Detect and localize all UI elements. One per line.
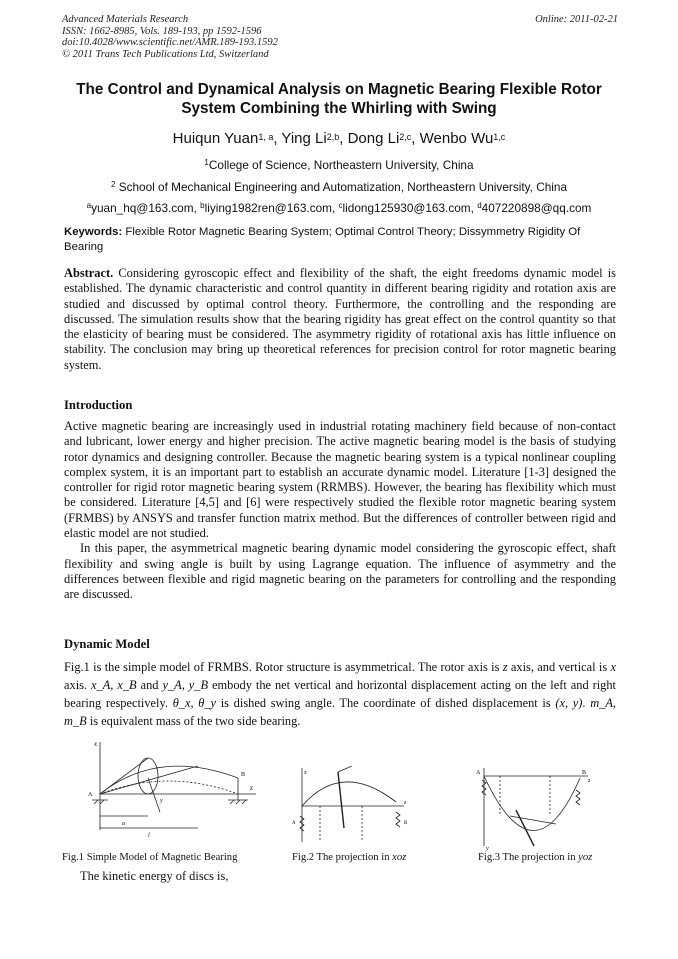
dynamic-model-heading: Dynamic Model — [64, 637, 150, 651]
disc-line — [516, 810, 534, 846]
keywords-label: Keywords: — [64, 226, 123, 238]
email-sup: d — [477, 201, 482, 210]
figure-1-caption: Fig.1 Simple Model of Magnetic Bearing — [62, 852, 238, 863]
label-A: A — [292, 821, 296, 826]
dm-text: and — [136, 678, 163, 692]
intro-paragraph-2: In this paper, the asymmetrical magnetic bearing dynamic model considering the gyroscopic effect, shaft flexibility and swing angle is built by using Lagrange equation. The influence of asymmetry and the differences between flexible and rigid magnetic bearing on the parameters for controlling and the responding are discussed. — [64, 541, 616, 602]
aff-text: School of Mechanical Engineering and Automatization, Northeastern University, China — [118, 180, 568, 194]
dm-text: is equivalent mass of the two side bearing. — [86, 714, 301, 728]
email-sup: c — [338, 201, 343, 210]
dm-text: is dished swing angle. The coordinate of dished displacement is — [216, 696, 556, 710]
dm-var: (x, y) — [555, 696, 583, 710]
kinetic-energy-text: The kinetic energy of discs is, — [80, 869, 229, 883]
author-sup: 2,b — [326, 132, 340, 142]
ground-hatch — [228, 800, 248, 804]
dm-var: m_A, m_B — [64, 696, 616, 728]
email-link[interactable]: yuan_hq@163.com, — [91, 201, 201, 215]
online-date: Online: 2011-02-21 — [535, 14, 618, 25]
dm-text: axis. — [64, 678, 92, 692]
label-A: A — [88, 792, 93, 798]
paper-title — [50, 80, 628, 118]
title-line-2: System Combining the Whirling with Swing — [181, 100, 497, 117]
fig2-plane: xoz — [392, 852, 407, 863]
abstract — [64, 266, 616, 373]
label-x: x — [304, 770, 307, 776]
dm-var: x_A, x_B — [91, 678, 137, 692]
author-emails — [50, 201, 628, 215]
aff-text: College of Science, Northeastern University, China — [208, 158, 474, 172]
abstract-label: Abstract. — [64, 266, 114, 280]
abstract-text: Considering gyroscopic effect and flexibility of the shaft, the eight freedoms dynamic model is established. The dynamic characteristic and control quantity in different bearing rigidity and rotation axis are studied and discussed by optimal control theory. Furthermore, the controlling and the responding are discussed. The simulation results show that the bearing rigidity has great effect on the control quantity so that the elasticity of bearing must be considered. The asymmetry rigidity of rotational axis has little influence on stability. The conclusion may bring up theoretical references for precision control for rotor magnetic bearing system. — [64, 266, 616, 372]
author-name: Dong Li — [347, 130, 400, 147]
copyright-line: © 2011 Trans Tech Publications Ltd, Switzerland — [62, 48, 269, 60]
label-B: B — [241, 772, 246, 778]
label-z: z — [250, 784, 253, 792]
affiliation-1 — [50, 158, 628, 172]
fig2-caption-text: Fig.2 The projection in — [292, 852, 393, 863]
author-name: Huiqun Yuan — [172, 130, 259, 147]
dm-var: x — [610, 660, 616, 674]
dm-var: y_A, y_B — [162, 678, 209, 692]
author-name: Wenbo Wu — [419, 130, 494, 147]
rotor-curve — [100, 766, 238, 794]
email-link[interactable]: liying1982ren@163.com, — [204, 201, 339, 215]
spring-right — [576, 790, 580, 805]
aff-sup: 1 — [204, 158, 209, 167]
label-B: B — [404, 821, 408, 826]
dm-var: θ_x, θ_y — [172, 696, 217, 710]
figure-2-caption — [292, 852, 406, 863]
label-z: z — [588, 778, 591, 784]
introduction-body — [64, 419, 616, 603]
fig3-plane: yoz — [578, 852, 593, 863]
label-y: y — [160, 798, 163, 804]
angle-line — [338, 766, 352, 772]
introduction-heading: Introduction — [64, 398, 133, 412]
dm-text: Fig.1 is the simple model of FRMBS. Rotor structure is asymmetrical. The rotor axis is — [64, 660, 503, 674]
author-sup: 2,c — [399, 132, 412, 142]
fig3-caption-text: Fig.3 The projection in — [478, 852, 579, 863]
title-line-1: The Control and Dynamical Analysis on Magnetic Bearing Flexible Rotor — [76, 81, 602, 98]
label-l: l — [148, 833, 150, 839]
spring-right — [396, 812, 400, 827]
label-a: a — [122, 821, 125, 827]
label-z: z — [404, 800, 407, 806]
dm-text: axis, and vertical is — [507, 660, 611, 674]
email-sup: b — [200, 201, 205, 210]
journal-name: Advanced Materials Research — [62, 14, 189, 25]
shaft-curve — [302, 782, 396, 806]
author-sup: 1, a — [258, 132, 274, 142]
figure-2-xoz-projection — [292, 766, 412, 852]
author-list: Huiqun Yuan$^{1, a}$, Ying Li$^{2,b}$, Dong Li$^{2,c}$, Wenbo Wu$^{1,c}$ — [172, 130, 506, 147]
dm-text: . — [582, 696, 591, 710]
email-link[interactable]: 407220898@qq.com — [481, 201, 592, 215]
disc-line — [338, 772, 344, 828]
label-A: A — [476, 770, 481, 776]
angle-line — [510, 816, 556, 824]
intro-paragraph-1: Active magnetic bearing are increasingly used in industrial rotating machinery field because of non-contact and lubricant, lower energy and higher precision. The active magnetic bearing model is the basis of studying rotor dynamics and designing controller. Because the magnetic bearing system is a typical nonlinear coupling complex system, it is an important part to establish an accurate dynamic model. Literature [1-3] designed the controller for rigid rotor magnetic bearing system (RRMBS). However, the bearing has flexibility which must be considered. Literature [4,5] and [6] were respectively studied the flexible rotor magnetic bearing system (FRMBS) by ANSYS and transfer function matrix method. But the differences of controller between rigid and elastic model are not studied. — [64, 419, 616, 541]
journal-header — [62, 14, 618, 60]
figure-3-yoz-projection — [470, 766, 596, 852]
keywords-text: Flexible Rotor Magnetic Bearing System; Optimal Control Theory; Dissymmetry Rigidity Of Bearing — [64, 226, 581, 253]
label-x: x — [94, 740, 98, 748]
author-name: Ying Li — [281, 130, 327, 147]
doi-line: doi:10.4028/www.scientific.net/AMR.189-193.1592 — [62, 37, 278, 49]
figure-1-rotor-model — [78, 738, 260, 850]
author-sup: 1,c — [493, 132, 506, 142]
dm-text: embody the net vertical and horizontal displacement acting on the left and right bearing respectively. — [64, 678, 616, 710]
figure-3-caption — [478, 852, 592, 863]
dynamic-model-body — [64, 658, 616, 730]
email-sup: a — [86, 201, 92, 210]
issn-line: ISSN: 1662-8985, Vols. 189-193, pp 1592-1596 — [62, 25, 262, 37]
affiliation-2 — [50, 180, 628, 194]
label-B: B — [582, 770, 587, 776]
guide-line-2 — [148, 778, 160, 812]
aff-sup: 2 — [110, 180, 116, 189]
shaft-curve — [484, 776, 580, 831]
rotor-curve-dashed — [100, 781, 238, 794]
dm-var: z — [502, 660, 508, 674]
label-y: y — [486, 846, 489, 852]
keywords — [64, 225, 616, 255]
email-link[interactable]: lidong125930@163.com, — [342, 201, 478, 215]
